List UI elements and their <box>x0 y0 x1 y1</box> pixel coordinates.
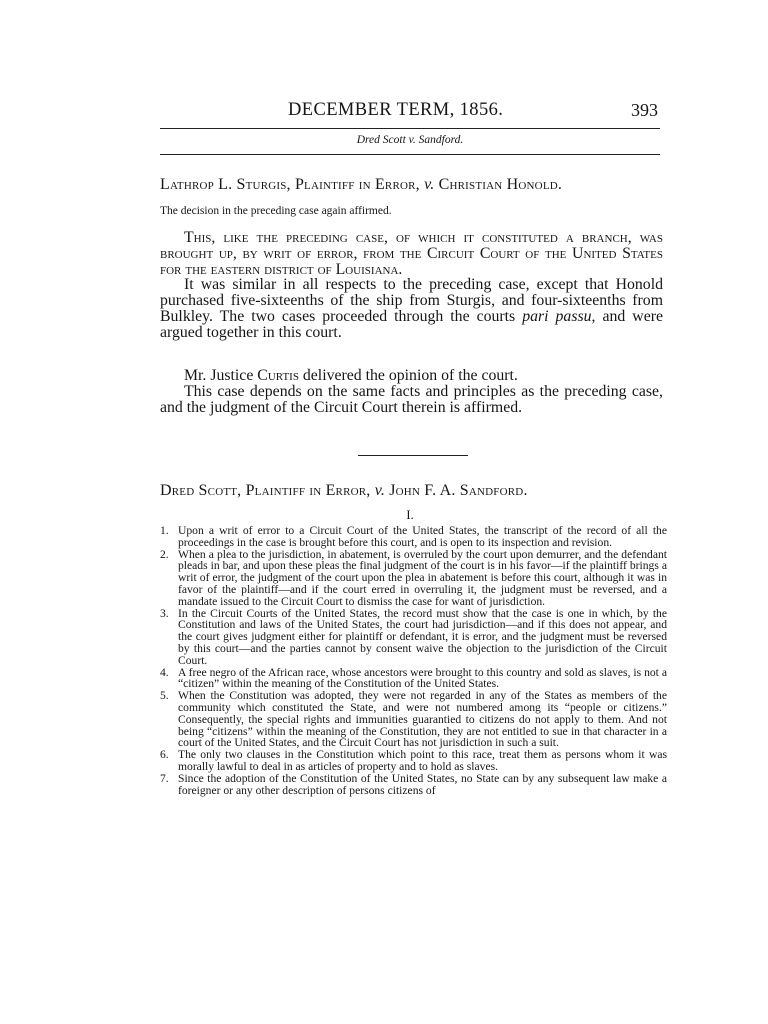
syllabus-item <box>160 773 667 797</box>
running-title: DECEMBER TERM, 1856. <box>288 100 504 120</box>
running-head <box>160 100 660 124</box>
page-number: 393 <box>631 100 658 120</box>
justice-name: Curtis <box>257 367 299 384</box>
syllabus-item <box>160 667 667 691</box>
syllabus-item <box>160 525 667 549</box>
paragraph-text: Mr. Justice <box>184 367 258 384</box>
syllabus-text: When a plea to the jurisdiction, in abatement, is overruled by the court upon demurrer, and the defendant pleads in bar, and upon these pleas the final judgment of the court is in his favor—if the plaintiff brings a writ of error, the judgment of the court upon the plea in abatement is before this court, although it was in favor of the plaintiff—and if the court erred in overruling it, the judgment must be reversed, and a mandate issued to the Circuit Court to dismiss the case for want of jurisdiction. <box>178 547 667 608</box>
syllabus-item <box>160 549 667 608</box>
case-statement <box>160 230 663 341</box>
syllabus-item <box>160 749 667 773</box>
paragraph-judgment: This case depends on the same facts and principles as the preceding case, and the judgment of the Circuit Court therein is affirmed. <box>160 382 663 416</box>
syllabus-list <box>160 525 667 796</box>
paragraph-text: This, like the preceding case, of which it constituted a branch, was brought up, by writ of error, from the Circuit Court of the United States for the eastern district of Louisiana. <box>160 229 663 278</box>
case-caption-sturgis <box>160 176 660 194</box>
case-running-line: Dred Scott v. Sandford. <box>356 134 464 146</box>
syllabus-text: A free negro of the African race, whose ancestors were brought to this country and sold as slaves, is not a “citizen” within the meaning of the Constitution of the United States. <box>178 665 667 691</box>
paragraph-similar <box>160 277 663 340</box>
syllabus-number: 7. <box>160 771 169 785</box>
paragraph-text: delivered the opinion of the court. <box>298 367 518 384</box>
paragraph-text: It was similar in all respects to the preceding case, except that Honold purchased five-sixteenths of the ship from Sturgis, and four-sixteenths from Bulkley. The two cases proceeded through the courts <box>160 276 663 325</box>
caption-versus: v. <box>424 176 435 193</box>
syllabus-number: 2. <box>160 547 169 561</box>
case-caption-dred-scott <box>160 482 660 500</box>
syllabus-number: 3. <box>160 606 169 620</box>
syllabus-item <box>160 608 667 667</box>
caption-defendant: Christian Honold. <box>438 176 563 193</box>
caption-plaintiff: Lathrop L. Sturgis, Plaintiff in Error, <box>160 176 420 193</box>
syllabus-number: 1. <box>160 524 169 537</box>
opinion <box>160 368 663 415</box>
header-rule-bottom <box>160 154 660 155</box>
syllabus-text: The only two clauses in the Constitution which point to this race, treat them as persons whom it was morally lawful to deal in as articles of property and to hold as slaves. <box>178 748 667 773</box>
syllabus-number: 4. <box>160 665 169 679</box>
syllabus-text: When the Constitution was adopted, they were not regarded in any of the States as members of the community which constituted the State, and were not numbered among its “people or citizens.” Consequently, the special rights and immunities guarantied to citizens do not apply to them. And not being “citizens” within the meaning of the Constitution, they are not entitled to sue in that character in a court of the United States, and the Circuit Court has not jurisdiction in such a suit. <box>178 689 667 750</box>
section-numeral: I. <box>406 507 414 522</box>
paragraph-text: , and were argued together in this court. <box>160 307 663 341</box>
headnote: The decision in the preceding case again affirmed. <box>160 205 392 217</box>
caption-defendant: John F. A. Sandford. <box>389 482 528 499</box>
syllabus-text: In the Circuit Courts of the United States, the record must show that the case is one in which, by the Constitution and laws of the United States, the court had jurisdiction—and if this does not appear, and the court gives judgment either for plaintiff or defendant, it is error, and the judgment must be reversed by this court—and the parties cannot by consent waive the objection to the jurisdiction of the Circuit Court. <box>178 606 667 667</box>
syllabus-text: Upon a writ of error to a Circuit Court of the United States, the transcript of the record of all the proceedings in the case is brought before this court, and is open to its inspection and revision. <box>178 524 667 549</box>
section-divider <box>358 455 468 456</box>
syllabus-text: Since the adoption of the Constitution of the United States, no State can by any subsequent law make a foreigner or any other description of persons citizens of <box>178 771 667 797</box>
caption-versus: v. <box>374 482 386 499</box>
syllabus-number: 5. <box>160 689 169 703</box>
syllabus-item <box>160 690 667 749</box>
syllabus-number: 6. <box>160 748 169 762</box>
italic-phrase: pari passu <box>522 307 592 325</box>
header-rule-top <box>160 128 660 129</box>
paragraph-opinion-intro <box>160 368 663 384</box>
paragraph-branch <box>160 230 663 277</box>
caption-plaintiff: Dred Scott, Plaintiff in Error, <box>160 482 371 499</box>
